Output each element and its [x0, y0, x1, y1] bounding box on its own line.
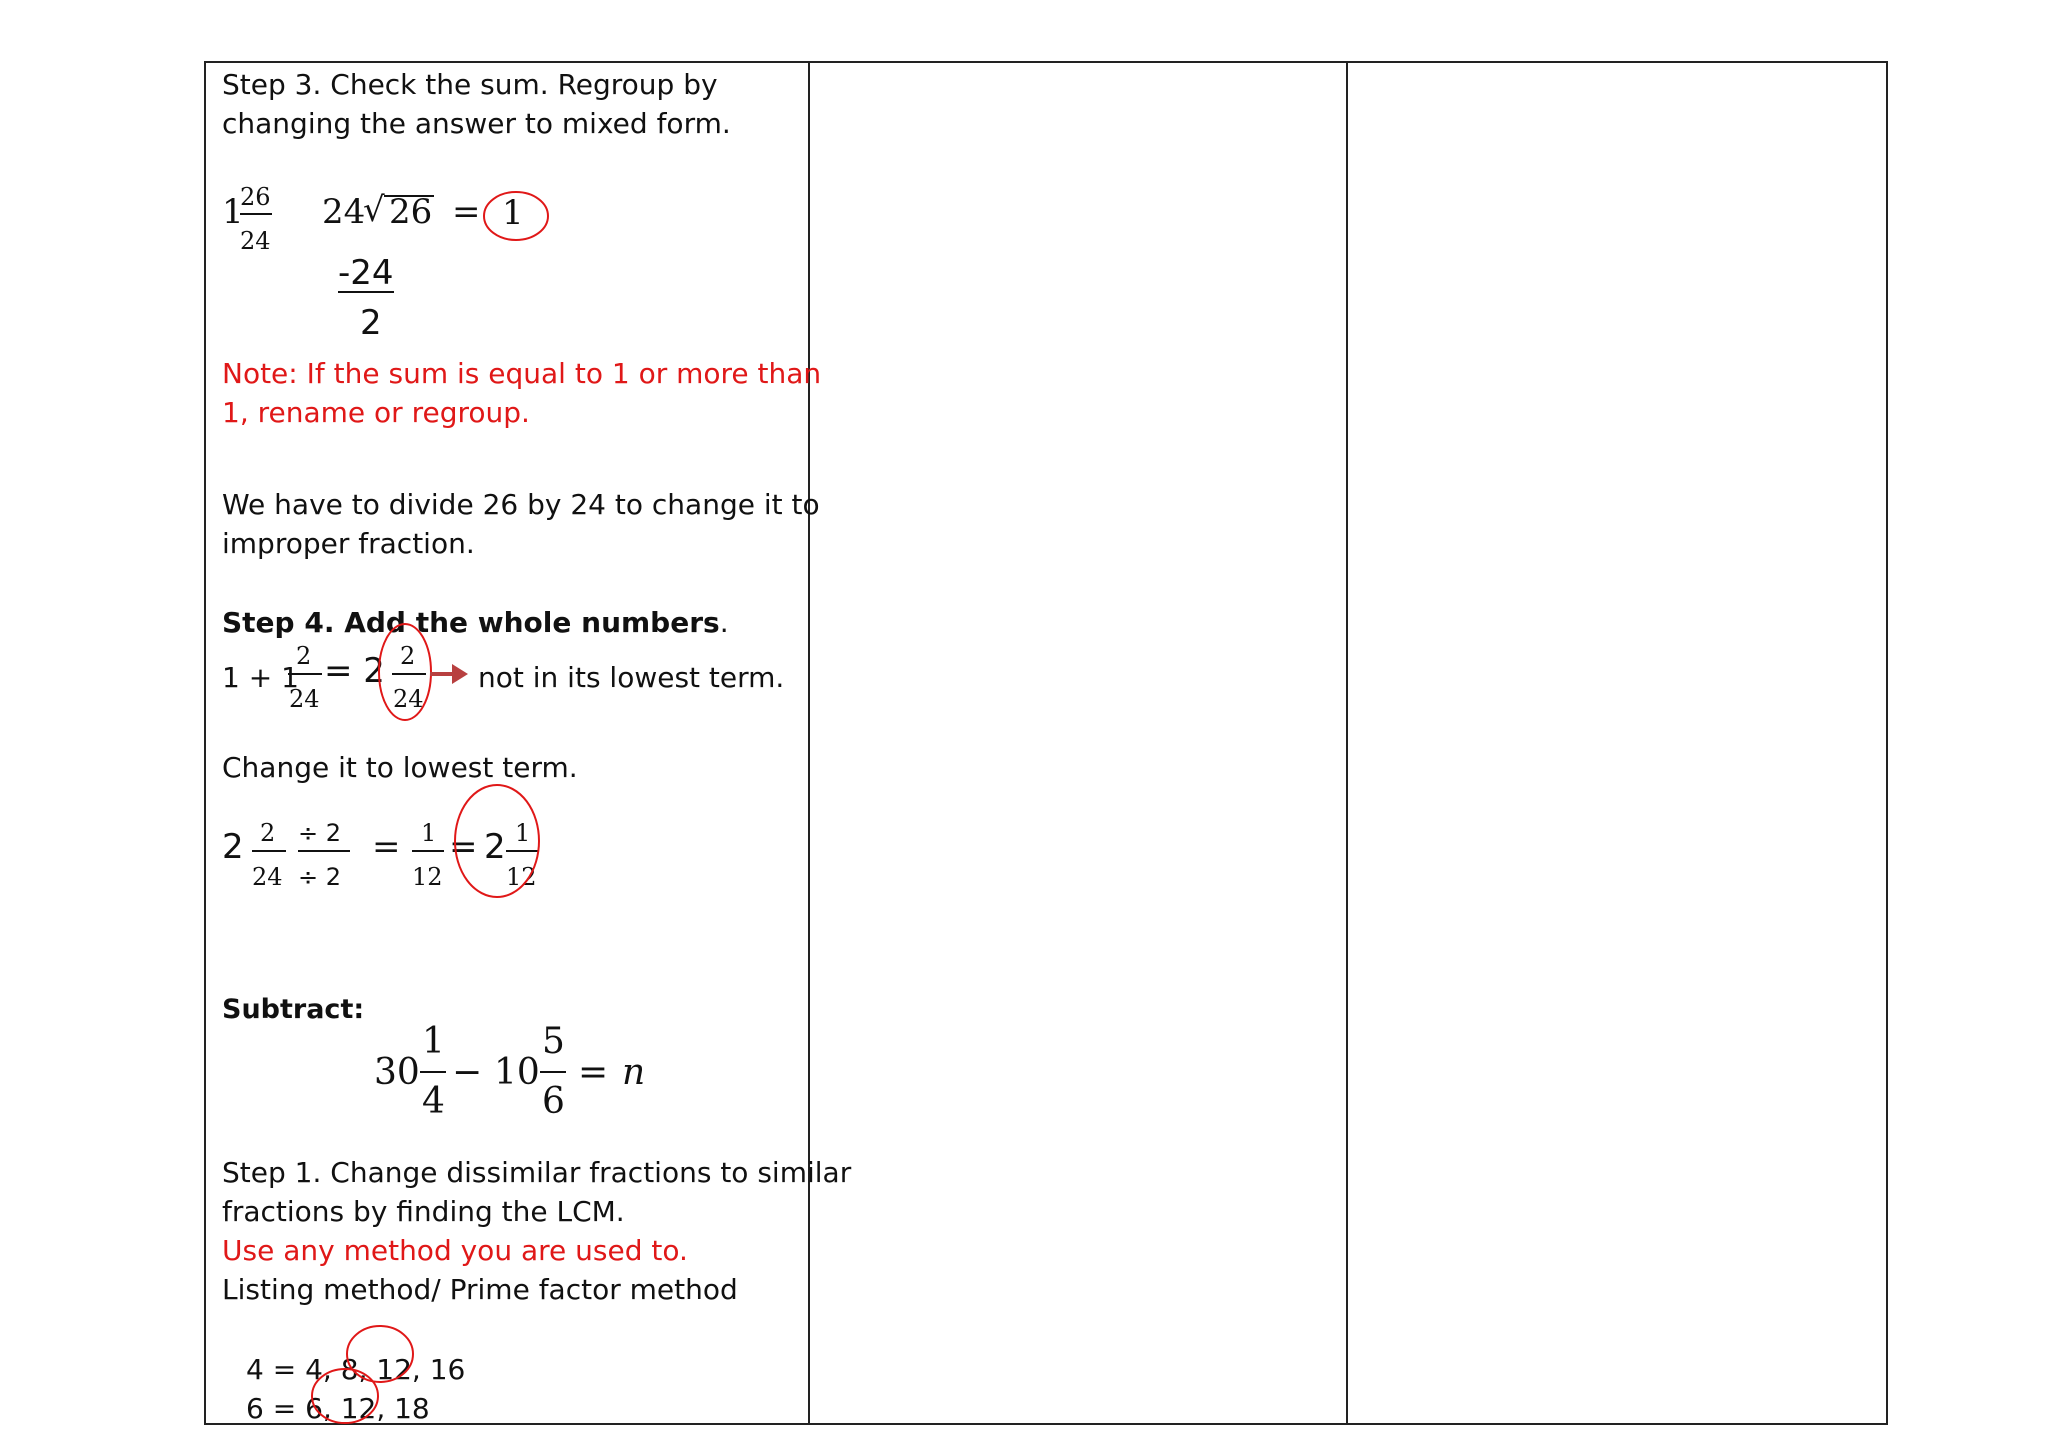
- final-den: 12: [506, 863, 537, 891]
- final-num: 1: [515, 819, 531, 847]
- divide-line1: We have to divide 26 by 24 to change it to: [222, 488, 820, 521]
- step1-line2: fractions by finding the LCM.: [222, 1195, 625, 1228]
- sub-equals: =: [578, 1052, 609, 1093]
- step4-note: not in its lowest term.: [478, 661, 785, 694]
- lcm-row-6: 6 = 6, 12, 18: [246, 1392, 430, 1425]
- step3-line1: Step 3. Check the sum. Regroup by: [222, 68, 718, 101]
- lowest-res-num: 1: [421, 819, 437, 847]
- note-line1: Note: If the sum is equal to 1 or more than: [222, 357, 822, 390]
- step4-frac2-num: 2: [400, 642, 416, 670]
- lowest-equals2: =: [449, 827, 478, 867]
- step4-title-bold: Step 4. Add the whole numbers: [222, 606, 720, 639]
- step4-frac1-num: 2: [296, 642, 312, 670]
- lowest-div-top: ÷ 2: [298, 819, 342, 847]
- final-whole: 2: [484, 827, 506, 867]
- lowest-equals1: =: [372, 827, 401, 867]
- sub-num-2: 5: [542, 1021, 565, 1062]
- dividend: 26: [389, 192, 433, 232]
- lowest-title: Change it to lowest term.: [222, 751, 578, 784]
- lcm-row-4: 4 = 4, 8, 12, 16: [246, 1353, 466, 1386]
- sub-minus: −: [452, 1052, 483, 1093]
- step4-eq-prefix: 1 + 1: [222, 661, 299, 694]
- sub-whole-2: 10: [494, 1052, 540, 1093]
- step4-frac1-den: 24: [289, 685, 320, 713]
- subtract-24: -24: [338, 253, 394, 293]
- division-equals: =: [452, 192, 481, 232]
- step4-frac2-den: 24: [393, 685, 424, 713]
- remainder: 2: [360, 303, 382, 343]
- note-line2: 1, rename or regroup.: [222, 396, 530, 429]
- column-divider-2: [1346, 61, 1348, 1425]
- divisor: 24: [322, 192, 366, 232]
- lowest-div-bottom: ÷ 2: [298, 863, 342, 891]
- divide-line2: improper fraction.: [222, 527, 475, 560]
- quotient: 1: [502, 193, 524, 233]
- subtract-title: Subtract:: [222, 994, 365, 1025]
- step4-title-period: .: [719, 606, 729, 639]
- sub-den-1: 4: [422, 1081, 445, 1122]
- lowest-res-den: 12: [412, 863, 443, 891]
- step4-eq-mid: = 2: [324, 651, 385, 691]
- lowest-whole: 2: [222, 827, 244, 867]
- sub-variable: n: [622, 1052, 646, 1093]
- step1-red-line: Use any method you are used to.: [222, 1234, 688, 1267]
- mixed-numerator: 26: [240, 183, 271, 211]
- sqrt-symbol: √: [363, 190, 385, 230]
- mixed-denominator: 24: [240, 227, 271, 255]
- sub-whole-1: 30: [374, 1052, 420, 1093]
- step1-line4: Listing method/ Prime factor method: [222, 1273, 738, 1306]
- lowest-num: 2: [260, 819, 276, 847]
- sub-den-2: 6: [542, 1081, 565, 1122]
- step1-line1: Step 1. Change dissimilar fractions to similar: [222, 1156, 852, 1189]
- mixed-whole: 1: [222, 192, 244, 232]
- column-divider-1: [808, 61, 810, 1425]
- step3-line2: changing the answer to mixed form.: [222, 107, 731, 140]
- sub-num-1: 1: [422, 1021, 445, 1062]
- lowest-den: 24: [252, 863, 283, 891]
